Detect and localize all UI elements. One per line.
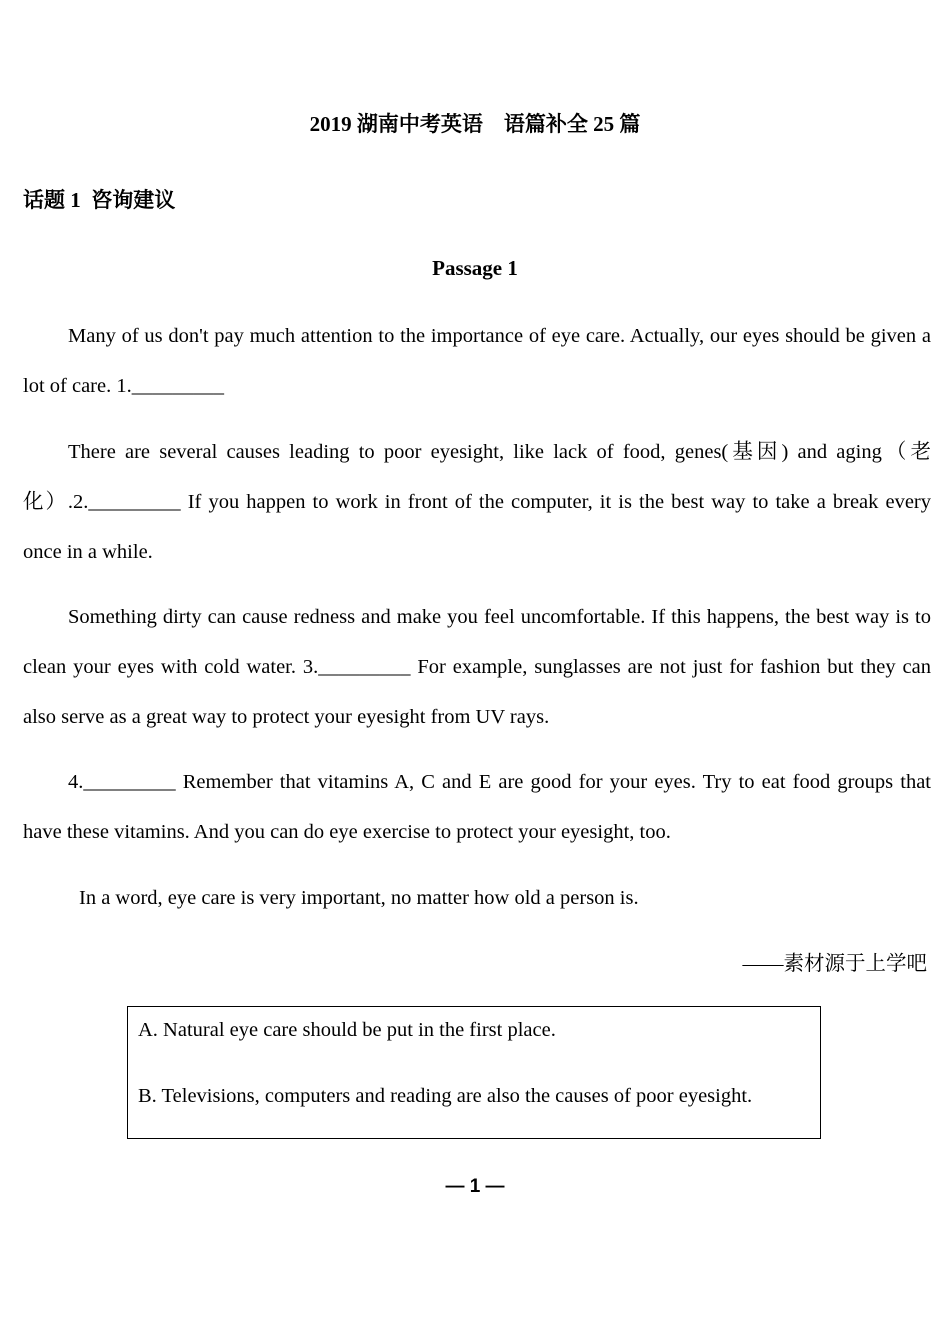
option-b: B. Televisions, computers and reading are also the causes of poor eyesight. bbox=[138, 1085, 753, 1107]
paragraph-1: Many of us don't pay much attention to the importance of eye care. Actually, our eyes should be given a lot of care. 1._________ bbox=[23, 325, 931, 397]
paragraph-2: There are several causes leading to poor eyesight, like lack of food, genes(基因) and aging（老化）.2._________ If you happen to work in front of the computer, it is the best way to take a break every once in a while. bbox=[23, 441, 931, 563]
source-attribution: ——素材源于上学吧 bbox=[742, 953, 927, 975]
paragraph-1-block bbox=[23, 311, 931, 411]
paragraph-4-block bbox=[23, 757, 931, 857]
option-a: A. Natural eye care should be put in the first place. bbox=[138, 1019, 556, 1041]
page-number: — 1 — bbox=[445, 1176, 505, 1197]
document-title: 2019 湖南中考英语 语篇补全 25 篇 bbox=[309, 112, 641, 136]
passage-title: Passage 1 bbox=[432, 256, 518, 280]
paragraph-2-block bbox=[23, 427, 931, 577]
paragraph-4: 4._________ Remember that vitamins A, C and E are good for your eyes. Try to eat food groups that have these vitamins. And you can do eye exercise to protect your eyesight, too. bbox=[23, 771, 931, 843]
paragraph-3: Something dirty can cause redness and make you feel uncomfortable. If this happens, the best way is to clean your eyes with cold water. 3._________ For example, sunglasses are not just for fashion but they can also serve as a great way to protect your eyesight from UV rays. bbox=[23, 606, 931, 728]
options-box bbox=[127, 1006, 821, 1139]
paragraph-5-block bbox=[23, 873, 931, 923]
paragraph-3-block bbox=[23, 592, 931, 742]
paragraph-5: In a word, eye care is very important, no matter how old a person is. bbox=[79, 887, 639, 909]
topic-heading: 话题 1 咨询建议 bbox=[23, 188, 176, 212]
